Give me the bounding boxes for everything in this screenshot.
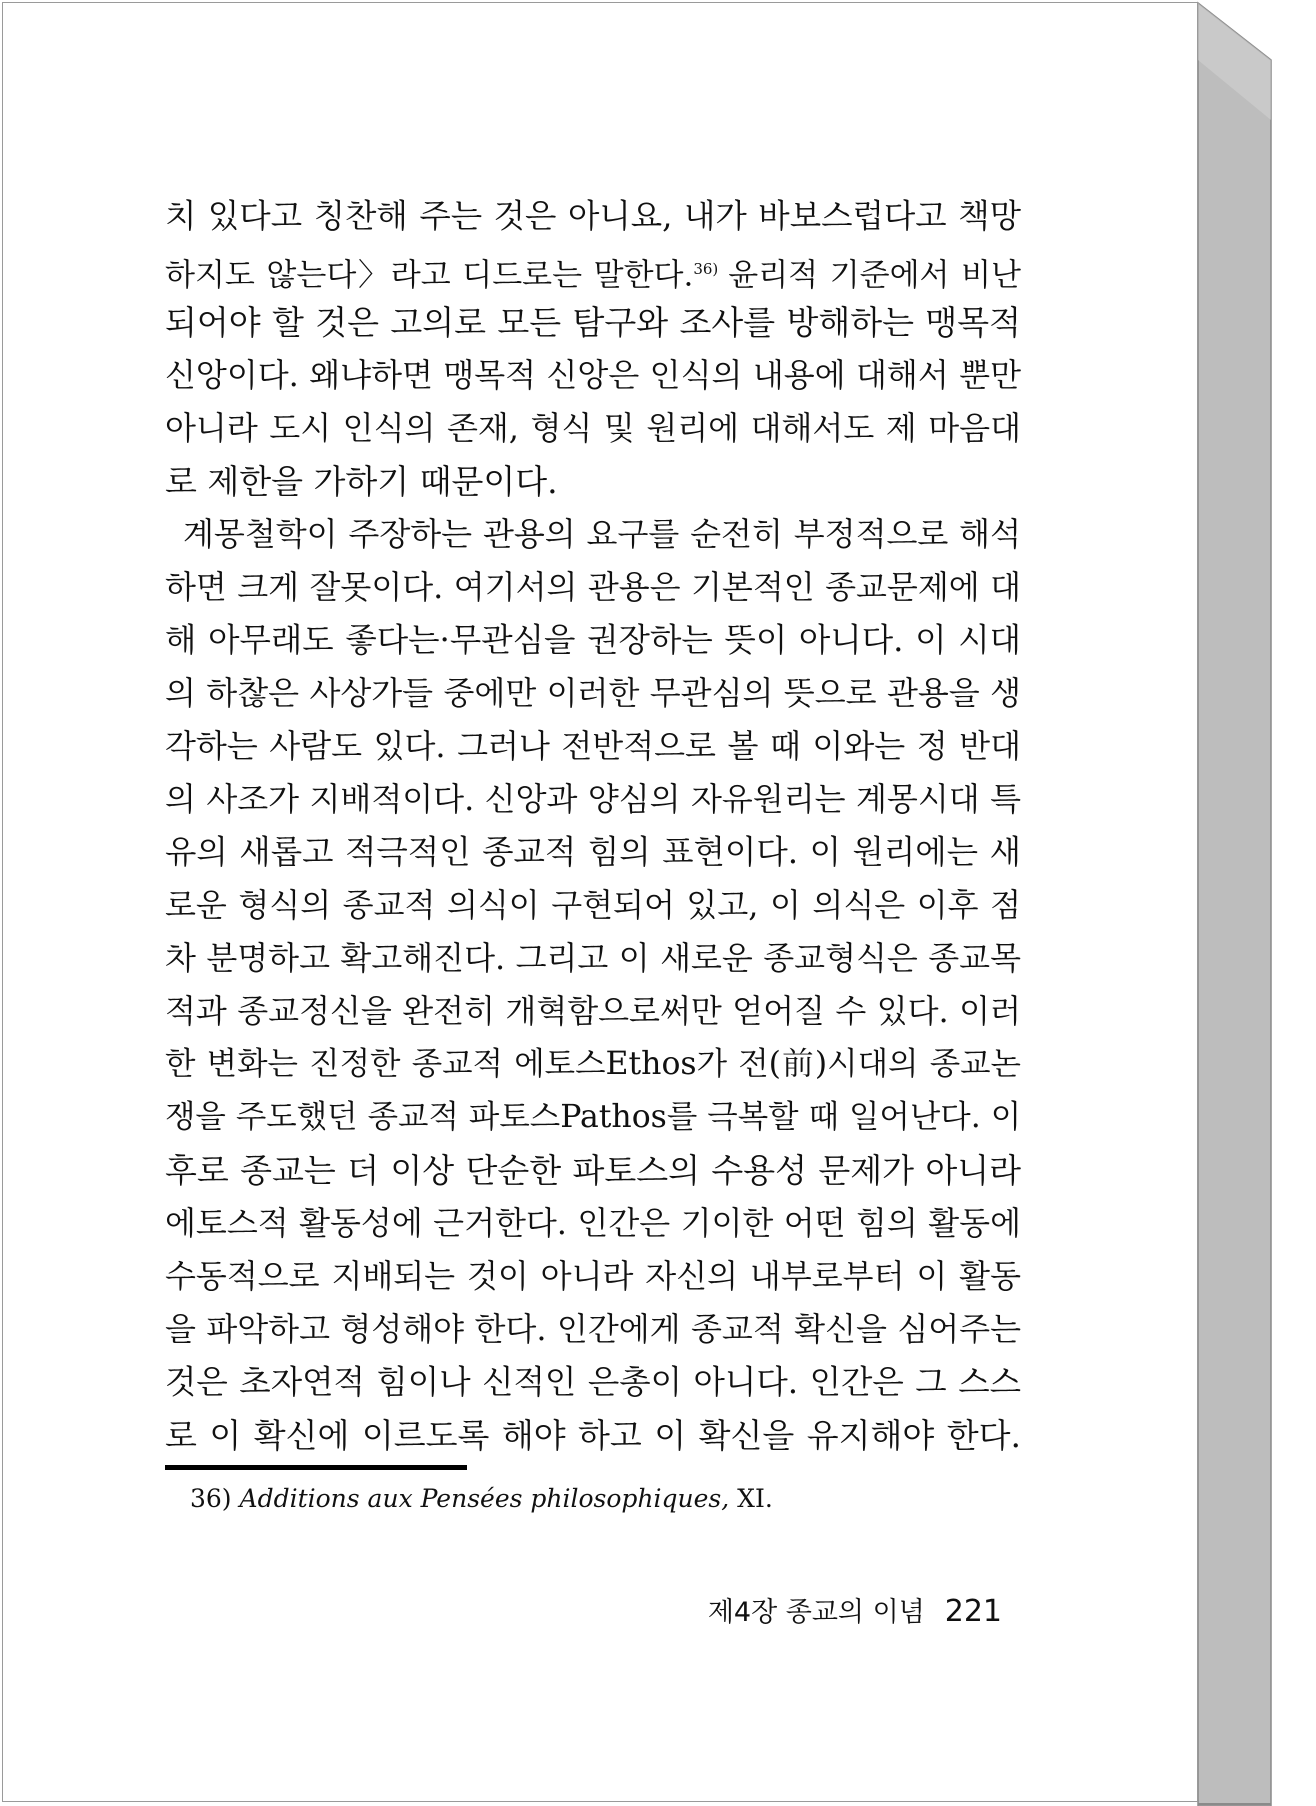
chapter-title: 제4장 종교의 이념 <box>707 1597 925 1628</box>
running-footer <box>707 1590 1002 1629</box>
text-segment: 윤리적 기준에서 비난 <box>728 257 1021 294</box>
text-line: 유의 새롭고 적극적인 종교적 힘의 표현이다. 이 원리에는 새 <box>165 833 1021 871</box>
text-line: 것은 초자연적 힘이나 신적인 은총이 아니다. 인간은 그 스스 <box>165 1363 1021 1401</box>
text-line: 로운 형식의 종교적 의식이 구현되어 있고, 이 의식은 이후 점 <box>165 886 1021 924</box>
text-line: 수동적으로 지배되는 것이 아니라 자신의 내부로부터 이 활동 <box>165 1257 1021 1295</box>
footnote-title: Additions aux Pensées philosophiques, <box>239 1484 730 1513</box>
text-line: 차 분명하고 확고해진다. 그리고 이 새로운 종교형식은 종교목 <box>165 939 1021 977</box>
text-line: 로 제한을 가하기 때문이다. <box>165 462 558 501</box>
footnote-rest: XI. <box>737 1484 773 1513</box>
text-line: 한 변화는 진정한 종교적 에토스Ethos가 전(前)시대의 종교논 <box>165 1046 1021 1082</box>
text-line: 에토스적 활동성에 근거한다. 인간은 기이한 어떤 힘의 활동에 <box>165 1204 1021 1242</box>
footnote-reference: 36) <box>693 260 719 278</box>
body-text <box>165 190 1021 1462</box>
page-number: 221 <box>944 1594 1002 1629</box>
text-line: 적과 종교정신을 완전히 개혁함으로써만 얻어질 수 있다. 이러 <box>165 992 1021 1030</box>
text-line: 치 있다고 칭찬해 주는 것은 아니요, 내가 바보스럽다고 책망 <box>165 197 1021 235</box>
text-line: 의 하찮은 사상가들 중에만 이러한 무관심의 뜻으로 관용을 생 <box>165 674 1021 712</box>
footnote-number: 36) <box>190 1484 232 1513</box>
text-line: 하면 크게 잘못이다. 여기서의 관용은 기본적인 종교문제에 대 <box>165 568 1021 606</box>
footnote-rule <box>165 1465 467 1470</box>
text-line: 계몽철학이 주장하는 관용의 요구를 순전히 부정적으로 해석 <box>183 515 1021 553</box>
text-line: 로 이 확신에 이르도록 해야 하고 이 확신을 유지해야 한다. <box>165 1416 1021 1455</box>
text-line: 쟁을 주도했던 종교적 파토스Pathos를 극복할 때 일어난다. 이 <box>165 1099 1022 1135</box>
text-line <box>165 243 1021 296</box>
text-line: 후로 종교는 더 이상 단순한 파토스의 수용성 문제가 아니라 <box>165 1151 1021 1190</box>
footnote <box>190 1484 773 1513</box>
text-line: 을 파악하고 형성해야 한다. 인간에게 종교적 확신을 심어주는 <box>165 1310 1021 1348</box>
text-line: 신앙이다. 왜냐하면 맹목적 신앙은 인식의 내용에 대해서 뿐만 <box>165 356 1021 394</box>
text-segment: 하지도 않는다〉라고 디드로는 말한다. <box>165 257 694 294</box>
text-line: 아니라 도시 인식의 존재, 형식 및 원리에 대해서도 제 마음대 <box>165 409 1021 447</box>
text-line: 각하는 사람도 있다. 그러나 전반적으로 볼 때 이와는 정 반대 <box>165 727 1021 765</box>
text-line: 되어야 할 것은 고의로 모든 탐구와 조사를 방해하는 맹목적 <box>165 303 1021 342</box>
text-line: 의 사조가 지배적이다. 신앙과 양심의 자유원리는 계몽시대 특 <box>165 780 1021 818</box>
text-line: 해 아무래도 좋다는·무관심을 권장하는 뜻이 아니다. 이 시대 <box>165 621 1021 659</box>
